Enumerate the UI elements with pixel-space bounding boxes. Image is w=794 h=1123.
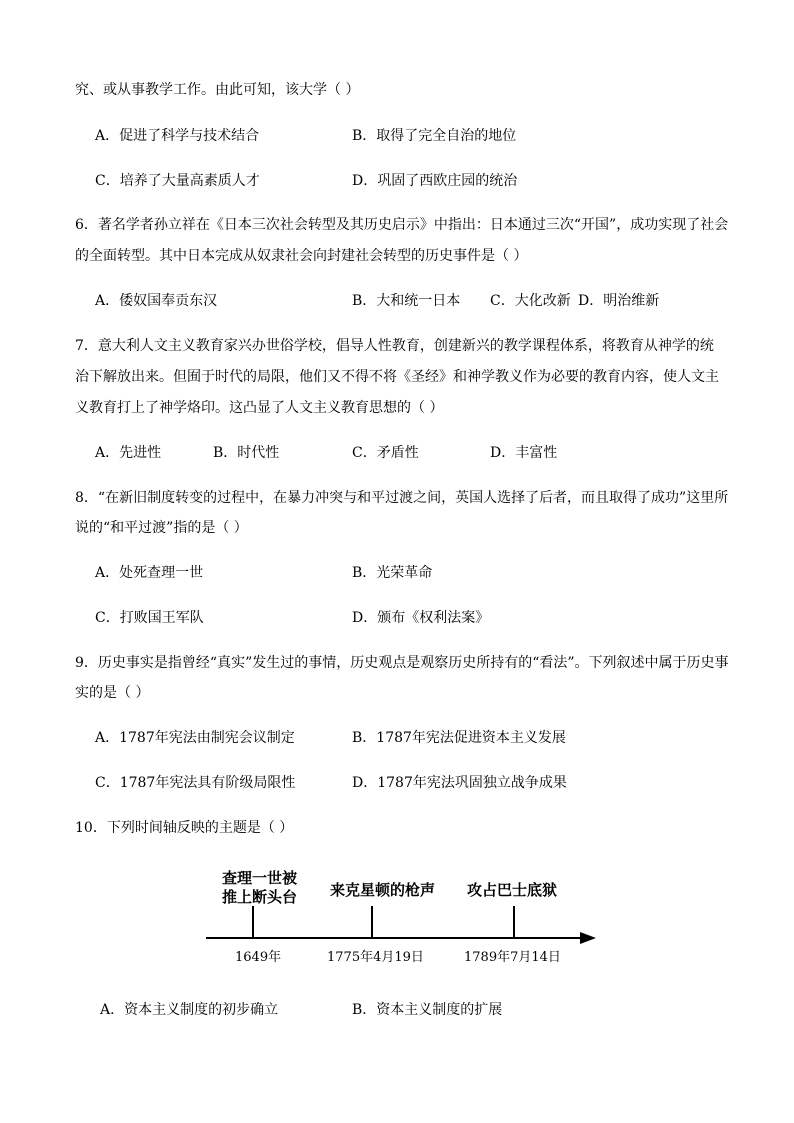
q5-option-a[interactable]: A．促进了科学与技术结合 [95,128,260,144]
timeline-event-3-label: 攻占巴士底狱 [467,881,558,899]
q8-stem-line2: 说的“和平过渡”指的是（ ） [75,520,248,536]
q7-option-a[interactable]: A．先进性 [95,445,162,461]
q7-option-d[interactable]: D．丰富性 [490,445,558,461]
q8-stem-line1: 8．“在新旧制度转变的过程中，在暴力冲突与和平过渡之间，英国人选择了后者，而且取得了成功”这里所 [75,490,729,506]
q6-option-c[interactable]: C．大化改新 [490,293,571,309]
q9-option-a[interactable]: A．1787年宪法由制宪会议制定 [95,730,295,746]
timeline-arrow-head [580,932,596,944]
q9-option-c[interactable]: C．1787年宪法具有阶级局限性 [95,775,296,791]
q10-option-b[interactable]: B．资本主义制度的扩展 [352,1002,503,1018]
timeline-event-3-date: 1789年7月14日 [464,950,561,965]
timeline-event-1-label-line2: 推上断头台 [222,888,298,906]
q6-stem-line1: 6．著名学者孙立祥在《日本三次社会转型及其历史启示》中指出：日本通过三次“开国”，成功实现了社会 [75,217,729,233]
q6-stem-line2: 的全面转型。其中日本完成从奴隶社会向封建社会转型的历史事件是（ ） [75,248,528,264]
q7-stem-line3: 义教育打上了神学烙印。这凸显了人文主义教育思想的（ ） [75,400,444,416]
q7-stem-line1: 7．意大利人文主义教育家兴办世俗学校，倡导人性教育，创建新兴的教学课程体系，将教育从神学的统 [75,338,714,354]
q8-option-d[interactable]: D．颁布《权利法案》 [352,610,490,626]
q5-option-c[interactable]: C．培养了大量高素质人才 [95,173,260,189]
q10-stem: 10．下列时间轴反映的主题是（ ） [75,820,294,836]
q7-option-b[interactable]: B．时代性 [213,445,280,461]
timeline-event-2-label: 来克星顿的枪声 [330,881,436,899]
q10-option-a[interactable]: A．资本主义制度的初步确立 [100,1002,279,1018]
q8-option-b[interactable]: B．光荣革命 [352,565,433,581]
q5-stem-tail: 究、或从事教学工作。由此可知，该大学（ ） [75,82,360,98]
timeline-event-1-date: 1649年 [235,950,282,965]
q9-stem-line2: 实的是（ ） [75,685,150,701]
q6-option-d[interactable]: D．明治维新 [578,293,660,309]
q7-stem-line2: 治下解放出来。但囿于时代的局限，他们又不得不将《圣经》和神学教义作为必要的教育内容，使人文主 [75,369,719,385]
q9-option-d[interactable]: D．1787年宪法巩固独立战争成果 [352,775,567,791]
q5-option-d[interactable]: D．巩固了西欧庄园的统治 [352,173,518,189]
q8-option-c[interactable]: C．打败国王军队 [95,610,204,626]
timeline-event-2-date: 1775年4月19日 [327,950,424,965]
q7-option-c[interactable]: C．矛盾性 [352,445,419,461]
timeline-event-1-label-line1: 查理一世被 [222,869,298,887]
q5-option-b[interactable]: B．取得了完全自治的地位 [352,128,517,144]
q9-stem-line1: 9．历史事实是指曾经“真实”发生过的事情，历史观点是观察历史所持有的“看法”。下列叙述中属于历史事 [75,655,729,671]
q6-option-a[interactable]: A．倭奴国奉贡东汉 [95,293,218,309]
q8-option-a[interactable]: A．处死查理一世 [95,565,204,581]
q6-option-b[interactable]: B．大和统一日本 [352,293,461,309]
q9-option-b[interactable]: B．1787年宪法促进资本主义发展 [352,730,566,746]
